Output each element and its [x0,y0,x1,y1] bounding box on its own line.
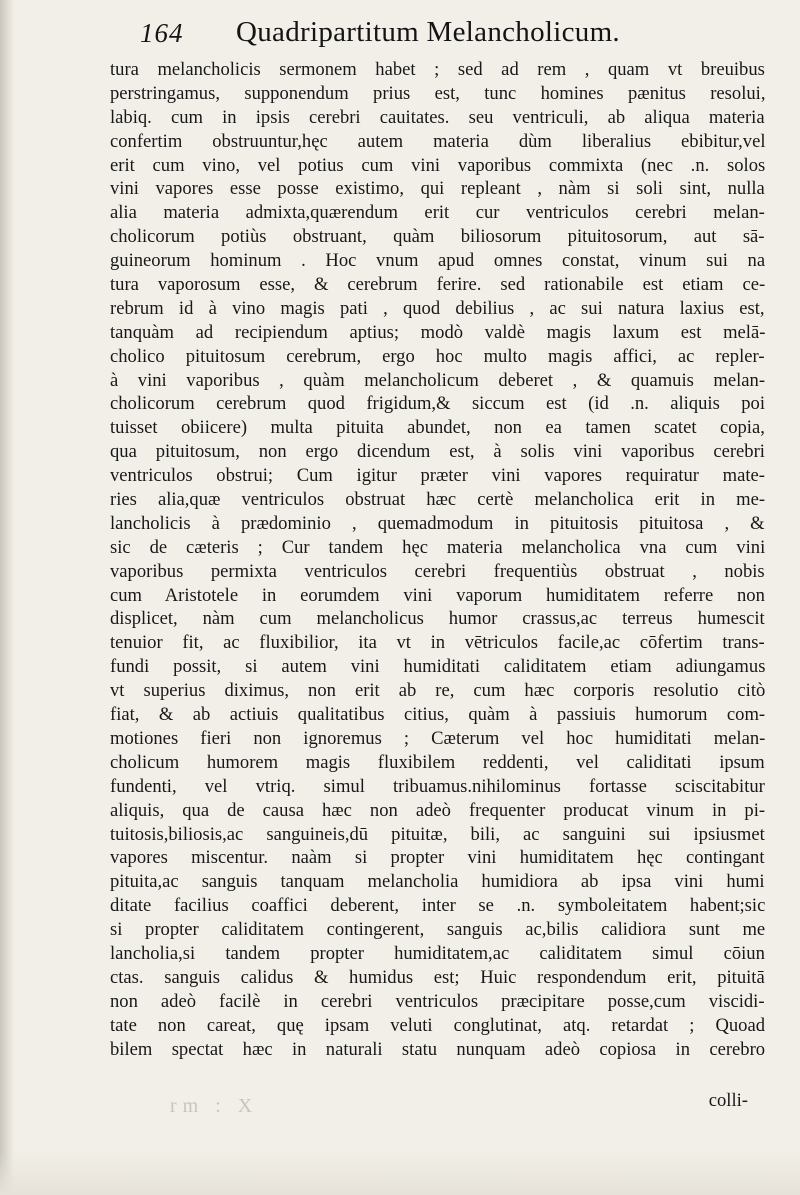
text-line: motiones fieri non ignoremus ; Cæterum vel hoc humiditati melan- [110,727,766,749]
text-line: vapores miscentur. naàm si propter vini humiditatem hęc contingant [110,847,765,869]
text-line: alia materia admixta,quærendum erit cur ventriculos cerebri melan- [110,202,765,224]
text-line: ditate facilius coaffici deberent, inter se .n. symboleitatem habent;sic [110,895,766,917]
text-line: rebrum id à vino magis pati , quod debilius , ac sui natura laxius est, [110,297,765,319]
text-line: aliquis, qua de causa hæc non adeò frequenter producat vinum in pi- [110,799,766,821]
text-line: labiq. cum in ipsis cerebri cauitates. seu ventriculi, ab aliqua materia [110,106,765,128]
text-line: qua pituitosum, non ergo dicendum est, à solis vini vaporibus cerebri [110,441,765,463]
text-line: tura melancholicis sermonem habet ; sed ad rem , quam vt breuibus [110,59,765,80]
text-line: lancholicis à prædominio , quemadmodum in pituitosis pituitosa , & [110,512,765,534]
text-line: cholicum humorem magis fluxibilem reddenti, vel caliditati ipsum [110,751,765,773]
text-line: tura vaporosum esse, & cerebrum ferire. sed rationabile est etiam ce- [110,274,766,296]
text-line: fiat, & ab actiuis qualitatibus citius, quàm à passiuis humorum com- [110,704,766,726]
text-line: vaporibus permixta ventriculos cerebri frequentiùs obstruat , nobis [110,560,765,582]
text-line: pituita,ac sanguis tanquam melancholia humidiora ab ipsa vini humi [110,871,765,893]
text-line: non adeò facilè in cerebri ventriculos præcipitare posse,cum viscidi- [110,990,765,1012]
page-bottom-shade [0,1150,800,1195]
text-line: cholicorum potiùs obstruant, quàm biliosorum pituitosorum, aut sā- [110,226,765,248]
body-text [110,58,765,1061]
text-line: vt superius diximus, non erit ab re, cum hæc corporis resolutio citò [110,680,766,702]
catchword: colli- [708,1090,748,1111]
gutter-shadow [0,0,14,1195]
text-line: tate non careat, quę ipsam veluti conglutinat, atq. retardat ; Quoad [110,1014,766,1036]
text-line: tenuior fit, ac fluxibilior, ita vt in vētriculos facile,ac cōfertim trans- [110,632,765,654]
text-line: sic de cæteris ; Cur tandem hęc materia melancholica vna cum vini [110,536,766,558]
text-line: lancholia,si tandem propter humiditatem,ac caliditatem simul cōiun [110,942,765,964]
text-line: erit cum vino, vel potius cum vini vaporibus commixta (nec .n. solos [110,154,766,176]
text-line: tuisset obiicere) multa pituita abundet, non ea tamen scatet copia, [110,417,765,439]
text-line: bilem spectat hæc in naturali statu nunquam adeò copiosa in cerebro [110,1038,766,1060]
text-line: fundi possit, si autem vini humiditati caliditatem etiam adiungamus [110,656,766,678]
text-line: à vini vaporibus , quàm melancholicum deberet , & quamuis melan- [110,369,766,391]
text-line: vini vapores esse posse existimo, qui repleant , nàm si soli sint, nulla [110,178,765,200]
text-line: ctas. sanguis calidus & humidus est; Huic respondendum erit, pituitā [110,966,765,988]
bleed-through-text: rm : X [170,1095,259,1117]
text-line: cholicorum cerebrum quod frigidum,& siccum est (id .n. aliquis poi [110,393,765,415]
text-line: tanquàm ad recipiendum aptius; modò valdè magis laxum est melā- [110,321,766,343]
text-line: tuitosis,biliosis,ac sanguineis,dū pituitæ, bili, ac sanguini sui ipsiusmet [110,823,765,845]
text-line: fundenti, vel vtriq. simul tribuamus.nihilominus fortasse sciscitabitur [110,775,765,797]
running-title: Quadripartitum Melancholicum. [236,16,620,48]
text-line: cum Aristotele in eorumdem vini vaporum humiditatem referre non [110,584,765,606]
text-line: ventriculos obstrui; Cum igitur præter vini vapores requiratur mate- [110,465,765,487]
page-header [140,14,780,54]
text-line: ries alia,quæ ventriculos obstruat hæc certè melancholica erit in me- [110,489,766,511]
text-line: si propter caliditatem contingerent, sanguis ac,bilis calidiora sunt me [110,919,766,941]
text-line: perstringamus, supponendum prius est, tunc homines pænitus resolui, [110,82,766,104]
text-line: displicet, nàm cum melancholicus humor crassus,ac terreus humescit [110,608,765,630]
text-line: guineorum hominum . Hoc vnum apud omnes constat, vinum sui na [110,250,766,272]
text-line: cholico pituitosum cerebrum, ergo hoc multo magis affici, ac repler- [110,345,765,367]
page-number: 164 [140,18,184,48]
text-line: confertim obstruuntur,hęc autem materia dùm liberalius ebibitur,vel [110,130,766,152]
